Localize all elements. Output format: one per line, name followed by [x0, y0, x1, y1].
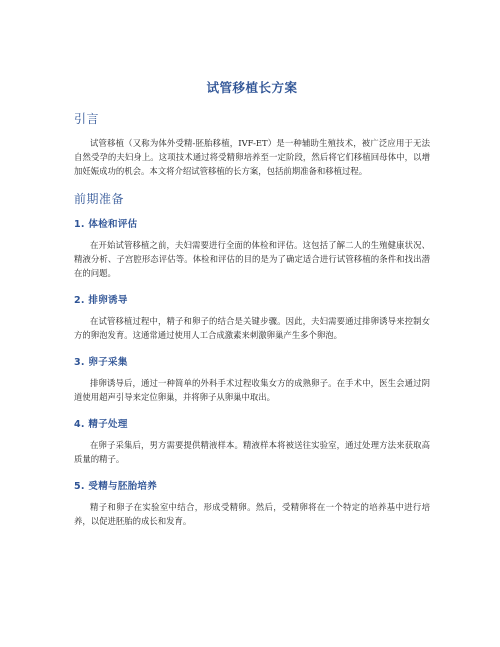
prep-heading: 前期准备 [74, 192, 125, 206]
section-title-checkup: 1. 体检和评估 [74, 219, 138, 230]
section-title-ovulation: 2. 排卵诱导 [74, 295, 128, 306]
section-title-sperm-processing: 4. 精子处理 [74, 419, 128, 430]
document-title: 试管移植长方案 [206, 80, 298, 95]
section-text-checkup: 在开始试管移植之前，夫妇需要进行全面的体检和评估。这包括了解二人的生殖健康状况、精液分析、子宫腔形态评估等。体检和评估的目的是为了确定适合进行试管移植的条件和找出潜在的问题。 [74, 240, 430, 278]
section-text-sperm-processing: 在卵子采集后，男方需要提供精液样本。精液样本将被送往实验室，通过处理方法来获取高质量的精子。 [74, 440, 430, 464]
section-text-fertilization: 精子和卵子在实验室中结合，形成受精卵。然后，受精卵将在一个特定的培养基中进行培养，以促进胚胎的成长和发育。 [74, 502, 430, 526]
document-page [74, 78, 430, 540]
section-title-egg-retrieval: 3. 卵子采集 [74, 357, 128, 368]
intro-paragraph: 试管移植（又称为体外受精-胚胎移植，IVF-ET）是一种辅助生殖技术，被广泛应用于无法自然受孕的夫妇身上。这项技术通过将受精卵培养至一定阶段，然后将它们移植回母体中，以增加妊娠成功的机会。本文将介绍试管移植的长方案，包括前期准备和移植过程。 [74, 138, 430, 176]
section-text-ovulation: 在试管移植过程中，精子和卵子的结合是关键步骤。因此，夫妇需要通过排卵诱导来控制女方的卵泡发育。这通常通过使用人工合成激素来刺激卵巢产生多个卵泡。 [74, 316, 430, 340]
section-text-egg-retrieval: 排卵诱导后，通过一种简单的外科手术过程收集女方的成熟卵子。在手术中，医生会通过阴道使用超声引导来定位卵巢，并将卵子从卵巢中取出。 [74, 378, 430, 402]
section-title-fertilization: 5. 受精与胚胎培养 [74, 481, 158, 492]
intro-heading: 引言 [74, 112, 100, 126]
